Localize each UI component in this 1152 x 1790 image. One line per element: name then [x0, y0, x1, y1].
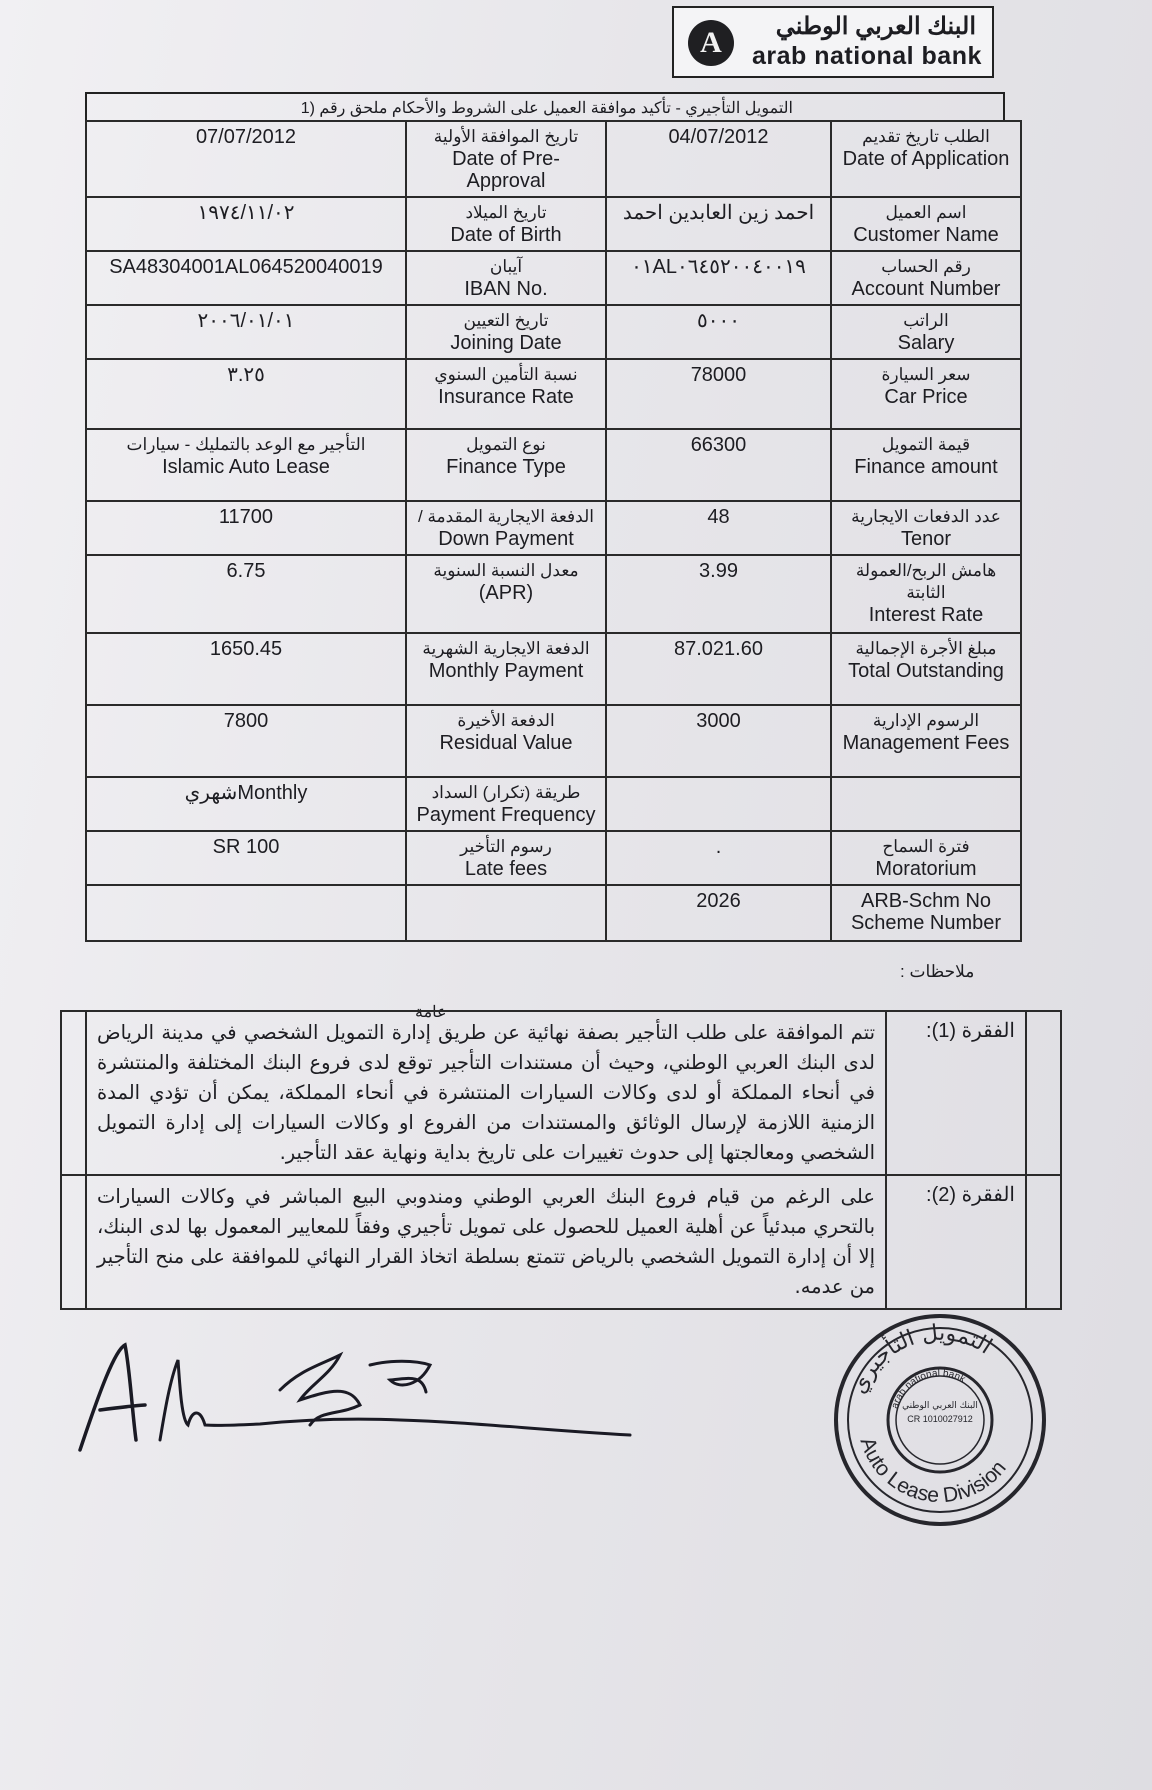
right-label-cell	[831, 359, 1021, 429]
left-label-cell	[406, 429, 606, 501]
left-value: Islamic Auto Lease	[162, 456, 330, 478]
left-value: 1650.45	[209, 638, 283, 660]
clause-label: الفقرة (2):	[886, 1175, 1026, 1309]
right-label-english: Moratorium	[875, 858, 977, 880]
left-value: 11700	[218, 506, 274, 528]
table-row	[86, 197, 1021, 251]
right-value: 2026	[696, 890, 741, 912]
stamp-outer-english: Auto Lease Division	[855, 1434, 1011, 1508]
right-label-arabic: اسم العميل	[885, 203, 967, 222]
right-value: 87.021.60	[674, 638, 763, 660]
left-label-english: Date of Birth	[450, 224, 562, 246]
right-value-cell	[606, 251, 831, 305]
left-value: 07/07/2012	[195, 126, 297, 148]
lease-details-table	[85, 120, 1022, 942]
stamp-cr-number: CR 1010027912	[907, 1414, 973, 1424]
left-value-cell	[86, 633, 406, 705]
left-label-cell	[406, 501, 606, 555]
right-value-cell	[606, 831, 831, 885]
left-label-arabic: طريقة (تكرار) السداد	[431, 783, 581, 802]
clause-margin	[61, 1011, 86, 1175]
right-label-english: Account Number	[851, 278, 1001, 300]
table-row	[86, 705, 1021, 777]
bank-name-english: arab national bank	[752, 42, 982, 70]
right-label-english: Customer Name	[853, 224, 999, 246]
left-label-english: Down Payment	[438, 528, 574, 550]
right-label-arabic: الرسوم الإدارية	[872, 711, 980, 730]
left-label-arabic: رسوم التأخير	[460, 837, 552, 856]
right-label-cell	[831, 705, 1021, 777]
right-label-cell	[831, 121, 1021, 197]
table-row	[86, 359, 1021, 429]
left-value-cell	[86, 831, 406, 885]
right-value: 04/07/2012	[668, 126, 769, 148]
table-row	[86, 251, 1021, 305]
right-label-arabic: مبلغ الأجرة الإجمالية	[855, 639, 997, 658]
left-label-english: Monthly Payment	[428, 660, 584, 682]
table-row	[86, 429, 1021, 501]
table-row	[86, 633, 1021, 705]
right-value: 3.99	[699, 560, 738, 582]
table-row	[86, 501, 1021, 555]
clauses-table	[60, 1010, 1062, 1310]
left-label-cell	[406, 705, 606, 777]
left-label-english: IBAN No.	[464, 278, 548, 300]
right-value: احمد زين العابدين احمد	[622, 202, 815, 224]
right-value-cell	[606, 885, 831, 941]
right-value: ٥٠٠٠	[697, 310, 740, 332]
right-label-english: Car Price	[884, 386, 968, 408]
right-value-cell	[606, 429, 831, 501]
left-label-english: Date of Pre-Approval	[452, 148, 560, 192]
right-label-cell	[831, 831, 1021, 885]
bank-logo	[672, 6, 994, 78]
right-value-cell	[606, 121, 831, 197]
right-value-cell	[606, 359, 831, 429]
right-label-english: Management Fees	[842, 732, 1010, 754]
right-value-cell	[606, 777, 831, 831]
left-value: ١٩٧٤/١١/٠٢	[197, 202, 295, 224]
right-label-cell	[831, 555, 1021, 633]
left-label-cell	[406, 555, 606, 633]
left-label-cell	[406, 197, 606, 251]
left-value-cell	[86, 555, 406, 633]
right-label-arabic: الطلب تاريخ تقديم	[862, 127, 990, 146]
right-label-cell	[831, 305, 1021, 359]
table-row	[86, 305, 1021, 359]
left-value: 6.75	[226, 560, 266, 582]
bank-name-arabic: البنك العربي الوطني	[775, 13, 976, 40]
left-value-cell	[86, 885, 406, 941]
left-label-arabic: تاريخ الموافقة الأولية	[433, 127, 579, 146]
right-label-english: Salary	[897, 332, 955, 354]
clause-margin	[1026, 1011, 1061, 1175]
right-label-arabic: الراتب	[903, 311, 949, 330]
left-label-arabic: الدفعة الايجارية المقدمة /	[418, 507, 594, 526]
left-label-english: Payment Frequency	[416, 804, 596, 826]
right-label-cell	[831, 885, 1021, 941]
left-label-arabic: نوع التمويل	[466, 435, 546, 454]
table-row	[86, 777, 1021, 831]
left-value-cell	[86, 359, 406, 429]
company-stamp	[830, 1310, 1050, 1530]
clause-row	[61, 1175, 1061, 1309]
right-value-cell	[606, 305, 831, 359]
clause-text: تتم الموافقة على طلب التأجير بصفة نهائية عن طريق إدارة التمويل الشخصي في مدينة الرياض لدى البنك العربي الوطني، وحيث أن مستندات التأجير توقع لدى فروع البنك المختلفة والمنتشرة في أنحاء المملكة أو لدى وكالات السيارات المنتشرة في أنحاء المملكة، يمكن أن تؤدي المدة الزمنية اللازمة لإرسال الوثائق والمستندات من الفروع او وكالات السيارات إلى إدارة التمويل الشخصي ومعالجتها إلى حدوث تغييرات على تاريخ بداية ونهاية عقد التأجير.	[86, 1011, 886, 1175]
right-label-arabic: فترة السماح	[882, 837, 970, 856]
left-label-english: Joining Date	[450, 332, 562, 354]
clause-row	[61, 1011, 1061, 1175]
right-label-cell	[831, 501, 1021, 555]
left-label-arabic: تاريخ الميلاد	[465, 203, 547, 222]
right-label-arabic: قيمة التمويل	[881, 435, 971, 454]
right-value-cell	[606, 501, 831, 555]
left-value-cell	[86, 501, 406, 555]
right-label-cell	[831, 429, 1021, 501]
right-label-english: Date of Application	[842, 148, 1010, 170]
right-label-arabic: رقم الحساب	[881, 257, 971, 276]
left-value: SR 100	[212, 836, 280, 858]
form-title: التمويل التأجيري - تأكيد موافقة العميل على الشروط والأحكام ملحق رقم (1	[85, 92, 1005, 122]
left-value-cell	[86, 705, 406, 777]
left-label-cell	[406, 305, 606, 359]
right-label-arabic: هامش الربح/العمولة الثابتة	[855, 561, 997, 602]
left-value: 7800	[223, 710, 269, 732]
bank-emblem-icon: A	[688, 20, 734, 66]
table-row	[86, 831, 1021, 885]
left-value-cell	[86, 121, 406, 197]
left-label-arabic: تاريخ التعيين	[463, 311, 549, 330]
table-row	[86, 555, 1021, 633]
right-label-english: ARB-Schm No Scheme Number	[850, 890, 1002, 934]
left-value: شهريMonthly	[184, 782, 308, 804]
left-label-cell	[406, 121, 606, 197]
left-label-arabic: آيبان	[489, 257, 523, 276]
right-label-english: Interest Rate	[868, 604, 984, 626]
left-label-english: Finance Type	[446, 456, 566, 478]
left-label-cell	[406, 777, 606, 831]
left-value: ٢٠٠٦/٠١/٠١	[197, 310, 295, 332]
right-label-cell	[831, 777, 1021, 831]
right-label-arabic: سعر السيارة	[881, 365, 971, 384]
left-label-english: Residual Value	[439, 732, 573, 754]
left-label-cell	[406, 831, 606, 885]
clause-label: الفقرة (1):	[886, 1011, 1026, 1175]
general-label: عامة	[415, 1004, 447, 1021]
right-value-cell	[606, 197, 831, 251]
left-label-arabic: الدفعة الأخيرة	[457, 711, 555, 730]
left-label-arabic: نسبة التأمين السنوي	[434, 365, 578, 384]
right-label-english: Total Outstanding	[848, 660, 1004, 682]
clause-margin	[1026, 1175, 1061, 1309]
left-value-arabic: التأجير مع الوعد بالتمليك - سيارات	[126, 435, 366, 454]
notes-label: ملاحظات :	[900, 962, 975, 981]
left-value: ٣.٢٥	[227, 364, 265, 386]
stamp-inner-english: arab national bank	[889, 1367, 968, 1410]
left-value: SA48304001AL064520040019	[109, 256, 383, 278]
left-value-cell	[86, 777, 406, 831]
right-label-cell	[831, 251, 1021, 305]
left-label-arabic: الدفعة الايجارية الشهرية	[422, 639, 590, 658]
left-value-cell	[86, 429, 406, 501]
right-label-cell	[831, 197, 1021, 251]
left-label-cell	[406, 251, 606, 305]
right-value: .	[715, 836, 722, 858]
left-value-cell	[86, 251, 406, 305]
left-label-english: (APR)	[478, 582, 534, 604]
left-value-cell	[86, 197, 406, 251]
right-value-cell	[606, 633, 831, 705]
right-label-arabic: عدد الدفعات الايجارية	[851, 507, 1001, 526]
right-value: 66300	[690, 434, 747, 456]
left-label-cell	[406, 359, 606, 429]
left-label-arabic: معدل النسبة السنوية	[433, 561, 579, 580]
clause-margin	[61, 1175, 86, 1309]
left-label-english: Late fees	[464, 858, 548, 880]
right-value: 78000	[690, 364, 747, 386]
table-row	[86, 121, 1021, 197]
stamp-inner-arabic: البنك العربي الوطني	[902, 1401, 978, 1411]
clause-text: على الرغم من قيام فروع البنك العربي الوطني ومندوبي البيع المباشر في وكالات السيارات بالتحري مبدئياً عن أهلية العميل للحصول على تمويل تأجيري وفقاً للمعايير المعمول بها لدى البنك، إلا أن إدارة التمويل الشخصي بالرياض تتمتع بسلطة اتخاذ القرار النهائي للموافقة على منح التأجير من عدمه.	[86, 1175, 886, 1309]
left-label-english: Insurance Rate	[438, 386, 574, 408]
left-label-cell	[406, 885, 606, 941]
right-label-english: Tenor	[900, 528, 952, 550]
right-value: ٠١AL٠٦٤٥٢٠٠٤٠٠١٩	[631, 256, 806, 278]
right-value-cell	[606, 555, 831, 633]
right-label-cell	[831, 633, 1021, 705]
handwritten-signature-icon	[70, 1330, 720, 1470]
left-label-cell	[406, 633, 606, 705]
table-row	[86, 885, 1021, 941]
left-value-cell	[86, 305, 406, 359]
right-value: 48	[707, 506, 730, 528]
stamp-outer-arabic: التمويل التأجيري	[846, 1320, 997, 1398]
right-label-english: Finance amount	[854, 456, 998, 478]
right-value-cell	[606, 705, 831, 777]
right-value: 3000	[696, 710, 741, 732]
